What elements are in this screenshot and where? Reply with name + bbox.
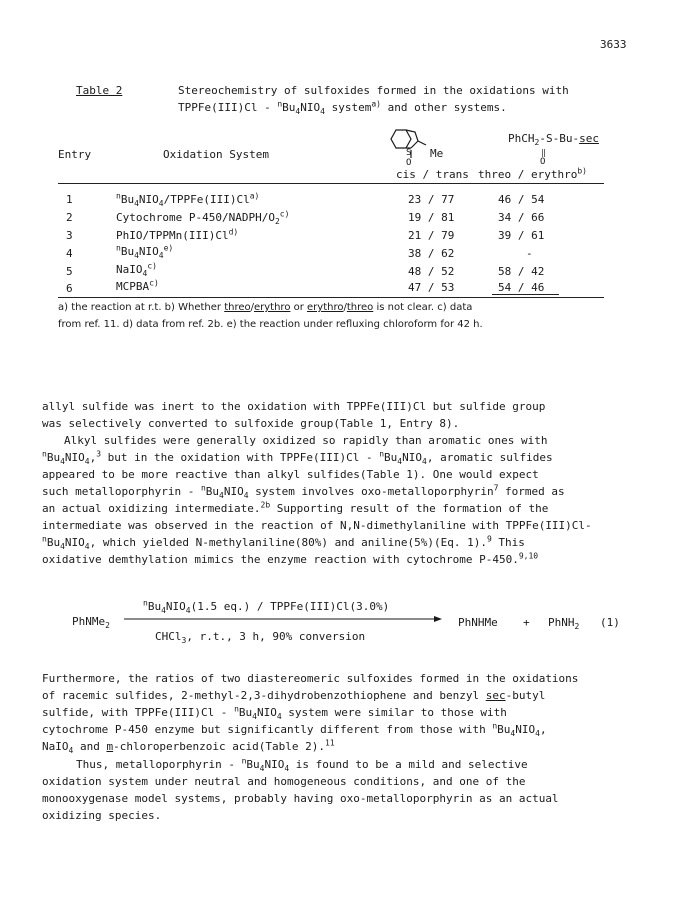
header-me: Me — [430, 147, 444, 160]
table-footnote-line2: from ref. 11. d) data from ref. 2b. e) the reaction under refluxing chloroform for 42 h. — [58, 319, 483, 330]
row-entry: 6 — [66, 282, 73, 295]
header-s-atom: S — [406, 148, 412, 158]
row-cis-trans: 38 / 62 — [408, 247, 455, 260]
row-threo-erythro: 39 / 61 — [498, 229, 545, 242]
row-system: PhIO/TPPMn(III)Cl$^{d)}$ — [116, 227, 239, 242]
body-paragraph-1: allyl sulfide was inert to the oxidation with TPPFe(III)Cl but sulfide group was selectively converted to sulfoxide group(Table 1, Entry 8). — [42, 400, 546, 430]
row-cis-trans: 19 / 81 — [408, 211, 455, 224]
header-o-atom-2: O — [540, 157, 546, 167]
equation-product-2: PhNH$_2$ — [548, 616, 580, 632]
table-caption-line2: TPPFe(III)Cl - $^nBu_4NIO_4$ system$^{a)}$ and other systems. — [178, 99, 507, 117]
equation-conditions: CHCl$_3$, r.t., 3 h, 90% conversion — [155, 630, 366, 646]
row-system: MCPBA$^{c)}$ — [116, 278, 159, 293]
table-bottom-rule — [58, 297, 604, 298]
equation-reagents: $^nBu_4NIO_4(1.5$ eq.) / TPPFe(III)Cl(3.0%) — [143, 598, 390, 616]
body-paragraph-2: Alkyl sulfides were generally oxidized so rapidly than aromatic ones with $^nBu_4NIO_4,^3$ but in the oxidation with TPPFe(III)Cl - $^nBu_4NIO_4$, aromatic sulfides appeared to be more reactive than alkyl sulfides(Table 1). One would expect such metalloporphyrin - $^nBu_4NIO_4$ system involves oxo-metalloporphyrin$^7$ formed as an actual oxidizing intermediate.$^{2b}$ Supporting result of the formation of the intermediate was observed in the reaction of N,N-dimethylaniline with TPPFe(III)Cl- $^nBu_4NIO_4$, which yielded N-methylaniline(80%) and aniline(5%)(Eq. 1).$^9$ This oxidative demthylation mimics the enzyme reaction with cytochrome P-450.$^{9,10}$ — [42, 434, 592, 566]
table-footnote-line1: a) the reaction at r.t. b) Whether threo/erythro or erythro/threo is not clear. c) data — [58, 302, 473, 313]
row-threo-erythro: 58 / 42 — [498, 265, 545, 278]
equation-number: (1) — [600, 616, 620, 629]
header-threo-erythro: threo / erythro$^{b)}$ — [478, 166, 587, 181]
equation-plus: + — [523, 616, 530, 629]
header-benzyl-sulfide: PhCH$_2$-S-Bu-sec — [508, 132, 599, 148]
row-system: NaIO$_4^{c)}$ — [116, 261, 157, 279]
row-cis-trans: 48 / 52 — [408, 265, 455, 278]
row-entry: 4 — [66, 247, 73, 260]
row-threo-erythro: 46 / 54 — [498, 193, 545, 206]
row-threo-erythro: - — [526, 247, 533, 260]
row-entry: 1 — [66, 193, 73, 206]
row-entry: 3 — [66, 229, 73, 242]
row-entry: 2 — [66, 211, 73, 224]
page-number: 3633 — [600, 38, 627, 51]
reaction-arrow-icon — [124, 614, 442, 624]
row-cis-trans: 21 / 79 — [408, 229, 455, 242]
body-paragraph-3: Furthermore, the ratios of two diastereomeric sulfoxides formed in the oxidations of racemic sulfides, 2-methyl-2,3-dihydrobenzothiophene and benzyl sec-butyl sulfide, with TPPFe(III)Cl - $^nBu_4NIO_4$ system were similar to those with cytochrome P-450 enzyme but significantly different from those with $^nBu_4NIO_4$, NaIO$_4$ and m-chloroperbenzoic acid(Table 2).$^{11}$ — [42, 672, 579, 756]
header-entry: Entry — [58, 148, 92, 161]
header-oxidation-system: Oxidation System — [163, 148, 269, 161]
header-o-atom: O — [406, 158, 412, 168]
header-double-bond-mark: ‖ — [541, 148, 546, 157]
row-entry: 5 — [66, 265, 73, 278]
row-threo-erythro: 34 / 66 — [498, 211, 545, 224]
table-label: Table 2 — [76, 84, 123, 97]
row-cis-trans: 23 / 77 — [408, 193, 455, 206]
header-rule — [58, 183, 604, 184]
dihydrobenzothiophene-structure-icon — [382, 126, 472, 170]
body-paragraph-4: Thus, metalloporphyrin - $^nBu_4NIO_4$ is found to be a mild and selective oxidation system under neutral and homogeneous conditions, and one of the monooxygenase model systems, probably having oxo-metalloporphyrin as an actual oxidizing species. — [42, 756, 559, 822]
row-cis-trans: 47 / 53 — [408, 281, 455, 294]
row-system: Cytochrome $P-450/NADPH/O_2^{c)}$ — [116, 209, 290, 227]
row-system: $^nBu_4NIO_4^{e)}$ — [116, 243, 174, 261]
row-system: $^nBu_4NIO_4/TPPFe(III)Cl^{a)}$ — [116, 191, 260, 209]
equation-reactant: PhNMe$_2$ — [72, 615, 110, 631]
row-threo-erythro: 54 / 46 — [498, 281, 545, 294]
equation-product-1: PhNHMe — [458, 616, 498, 629]
table-caption-line1: Stereochemistry of sulfoxides formed in the oxidations with — [178, 84, 569, 97]
header-cis-trans: cis / trans — [396, 168, 469, 181]
